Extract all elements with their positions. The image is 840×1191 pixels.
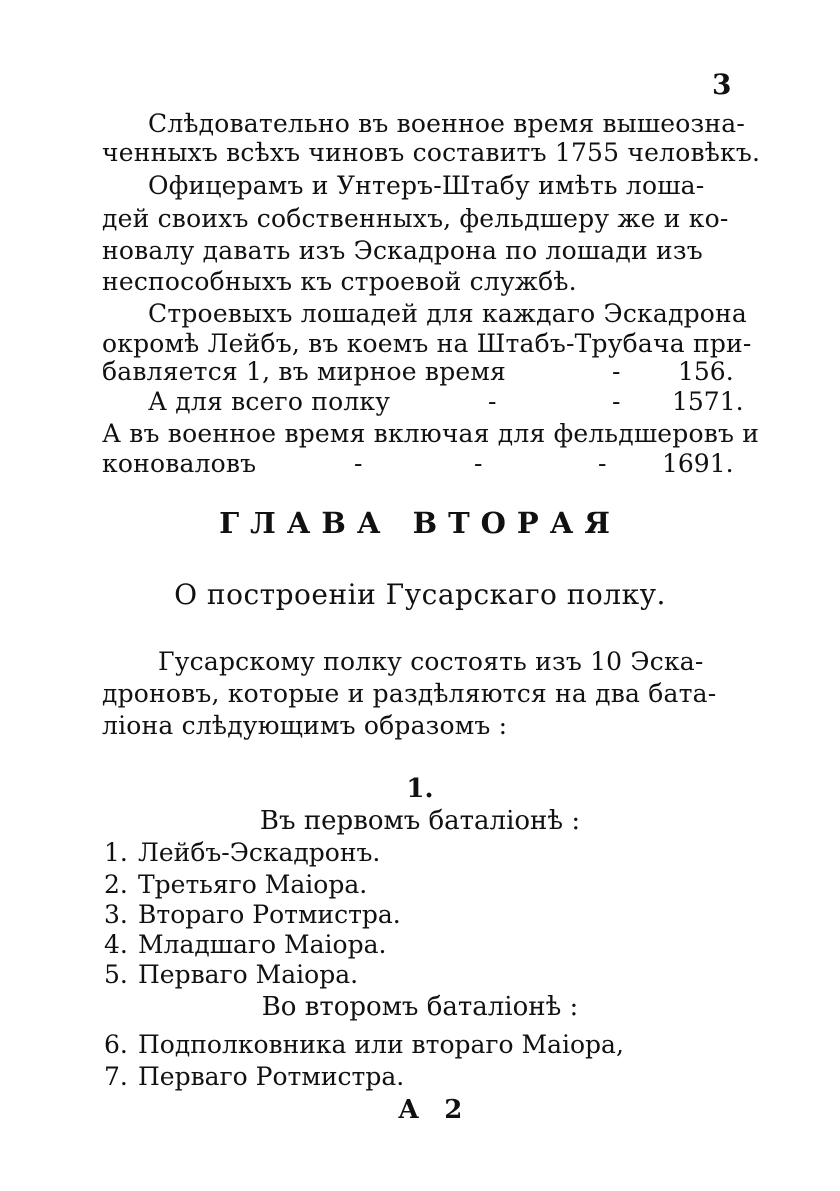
list-item-label: Перваго Маiора. (138, 960, 359, 989)
count-row-text: А для всего полку (148, 387, 391, 416)
second-battalion-heading: Во второмъ баталiонѣ : (261, 992, 579, 1022)
count-row-value: 1691. (662, 449, 734, 478)
list-item (104, 1030, 624, 1059)
count-row-dash: - (474, 449, 483, 478)
text-line: дроновъ, которые и раздѣляются на два бата- (102, 679, 717, 708)
text-line: лiона слѣдующимъ образомъ : (102, 711, 508, 740)
text-line: неспособныхъ къ строевой службѣ. (102, 267, 577, 296)
text-line: Слѣдовательно въ военное время вышеозна- (148, 109, 746, 138)
count-row-dash: - (612, 357, 621, 386)
list-item (104, 1062, 404, 1091)
text-line: Строевыхъ лошадей для каждаго Эскадрона (148, 299, 747, 328)
list-item (104, 960, 358, 989)
list-item (104, 930, 386, 959)
list-item (104, 870, 367, 899)
list-item-label: Подполковника или втораго Маiора, (138, 1030, 624, 1059)
list-item-number: 1. (104, 838, 128, 867)
count-row-dash: - (354, 449, 363, 478)
list-item-label: Младшаго Маiора. (138, 930, 387, 959)
text-line: Гусарскому полку состоять изъ 10 Эска- (158, 647, 704, 676)
signature-mark: А 2 (398, 1095, 471, 1125)
count-row-dash: - (612, 387, 621, 416)
list-item-number: 5. (104, 960, 128, 989)
page-number: 3 (712, 68, 732, 101)
count-row-dash: - (598, 449, 607, 478)
list-item (104, 838, 380, 867)
list-item (104, 900, 401, 929)
text-line: дей своихъ собственныхъ, фельдшеру же и ко- (102, 204, 729, 233)
text-line: окромѣ Лейбъ, въ коемъ на Штабъ-Трубача при- (102, 329, 752, 358)
list-item-label: Перваго Ротмистра. (138, 1062, 405, 1091)
count-row-value: 156. (678, 357, 734, 386)
list-item-number: 6. (104, 1030, 128, 1059)
count-row-text: коноваловъ (102, 449, 257, 478)
text-line: ченныхъ всѣхъ чиновъ составитъ 1755 человѣкъ. (102, 138, 761, 167)
text-line: Офицерамъ и Унтеръ-Штабу имѣть лошa- (148, 171, 705, 200)
count-row-value: 1571. (672, 387, 744, 416)
list-item-number: 3. (104, 900, 128, 929)
list-item-label: Втораго Ротмистра. (138, 900, 401, 929)
chapter-title: ГЛАВА ВТОРАЯ (219, 506, 621, 540)
count-row-dash: - (488, 387, 497, 416)
list-item-number: 4. (104, 930, 128, 959)
text-line: новалу давать изъ Эскадрона по лошади изъ (102, 236, 703, 265)
section-number: 1. (406, 774, 434, 804)
count-row-text: бавляется 1, въ мирное время (102, 357, 507, 386)
first-battalion-heading: Въ первомъ баталiонѣ : (259, 806, 581, 836)
count-row-text: А въ военное время включая для фельдшеровъ и (102, 419, 760, 448)
list-item-label: Третьяго Маiора. (138, 870, 368, 899)
chapter-subtitle: О построенiи Гусарскаго полку. (174, 578, 666, 611)
list-item-number: 7. (104, 1062, 128, 1091)
list-item-number: 2. (104, 870, 128, 899)
list-item-label: Лейбъ-Эскадронъ. (138, 838, 381, 867)
